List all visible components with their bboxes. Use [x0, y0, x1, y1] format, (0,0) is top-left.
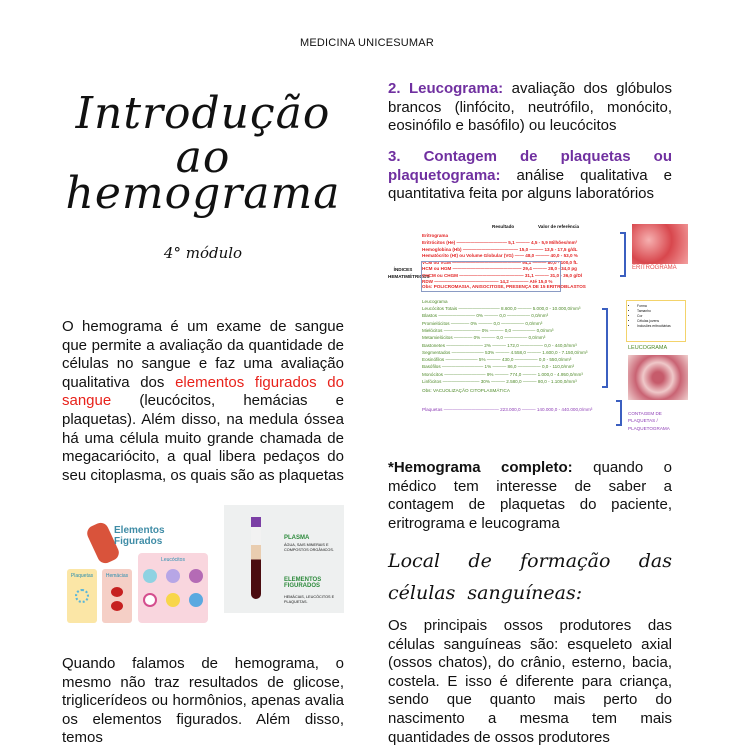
eritrograma-label: ERITROGRAMA [632, 265, 677, 271]
side-label: ÍNDICES HEMATIMÉTRICOS [388, 267, 430, 280]
eritro-row: HCM ou HGM ——————————————— 29,4 ——— 28,0 - 34,0 pg [422, 266, 577, 271]
leuco-row: Monócitos ————————— 9% ——— 774,0 ——— 1.000,0 - 4.950,0/mm³ [422, 371, 583, 377]
hemacias-box [102, 569, 132, 623]
leuco-row: Leucócitos Totais ————————— 8.600,0 ——— 5.000,0 - 10.000,0/mm³ [422, 306, 581, 311]
leuco-row: Basófilos ————————— 1% ——— 86,0 ————— 0,0 - 110,0/mm³ [422, 364, 575, 370]
elementos-figurados-figure [62, 515, 212, 623]
page-title-line1: Introdução ao [75, 88, 331, 183]
eritro-row: Hematócrito (Ht) ou Volume Globular (VG) —— 48,0 ——— 40,0 - 53,0 % [422, 253, 578, 258]
col-ref: Valor de referência [538, 224, 580, 229]
intro-highlight: elementos figurados do sangue [62, 373, 344, 410]
page-header: MEDICINA UNICESUMAR [300, 37, 434, 49]
hemograma-label: *Hemograma completo: [388, 459, 573, 476]
eritro-row: Eritrócitos (He) ——————————— 5,1 ——— 4,5 - 5,9 Milhões/mm³ [422, 240, 578, 245]
leuco-row: Linfócitos ———————— 30% ——— 2.580,0 ——— 80,0 - 1.100,0/mm³ [422, 379, 577, 384]
note-box [626, 300, 686, 342]
eritro-row: CHCM ou CHGM —————————————— 31,1 ——— 31,0 - 36,0 g/Dl [422, 272, 583, 278]
leucograma-label: LEUCOGRAMA [628, 345, 668, 351]
eritro-row: Hemoglobina (Hb) ———————————— 15,0 ——— 13,5 - 17,5 g/dL [422, 246, 578, 252]
intro-text: O hemograma é um exame de sangue que permite a avaliação da quantidade de células no sangue e faz uma avaliação qualitativa dos [62, 318, 344, 391]
eritro-brace [620, 232, 626, 277]
leucocitos-box [138, 553, 208, 623]
bottom-left-paragraph: Quando falamos de hemograma, o mesmo não traz resultados de glicose, triglicerídeos ou hormônios, apenas avalia os elementos figurados. Além disso, temos [62, 655, 344, 747]
leuco-row: Mielócitos ———————— 0% ——— 0,0 ————— 0,0/mm³ [422, 327, 554, 333]
leuco-row: Promielócitos ———— 0% ——— 0,0 ————— 0,0/mm³ [422, 320, 543, 326]
hemogram-table-image [388, 220, 688, 432]
module-subtitle: 4° módulo [163, 244, 243, 262]
plaquetas-row: Plaquetas ———————————— 223.000,0 ——— 140.000,0 - 440.000,0/mm³ [422, 407, 593, 412]
plasma-label: PLASMA [284, 535, 310, 541]
elements-desc: HEMÁCIAS, LEUCÓCITOS E PLAQUETAS. [284, 595, 335, 604]
platelets-box [67, 569, 97, 623]
hemograma-completo-paragraph [388, 459, 672, 533]
intro-text-end: (leucócitos, hemácias e plaquetas). Além disso, na medula óssea há uma célula muito grande chamada de megacariócito, a qual libera pedaços do seu citoplasma, os quais são as plaquetas [62, 392, 344, 484]
item-plaquetas [388, 148, 672, 204]
note-item: • Tamanho [637, 309, 685, 314]
plasma-desc: ÁGUA, SAIS MINERAIS E COMPOSTOS ORGÂNICOS. [284, 543, 334, 552]
hemacias-label: Hemácias [105, 573, 129, 579]
figure-title: Elementos Figurados [114, 525, 165, 547]
eritro-title: Eritrograma [422, 233, 449, 238]
platelets-label: Plaquetas [70, 573, 94, 579]
item2-text: avaliação dos glóbulos brancos (linfócito, neutrófilo, monócito, eosinófilo e basófilo) ou leucócitos [388, 80, 672, 135]
test-tube-icon [251, 517, 261, 599]
leuco-row: Eosinófilos ——————— 5% ——— 430,0 ————— 0,0 - 550,0/mm³ [422, 357, 572, 363]
intro-paragraph [62, 318, 344, 485]
plaq-brace [616, 400, 622, 426]
note-item: • Cor [637, 314, 685, 319]
eritro-row: VCM ou VGM ——————————————— 94,1 ——— 80,0 - 100,0 fL [422, 259, 578, 265]
eritro-obs: Obs: POLICROMASIA, ANISOCITOSE, PRESENÇA DE 15 ERITROBLASTOS [422, 284, 586, 289]
note-item: • Forma [637, 304, 685, 309]
leuco-row: Metamielócitos ———— 0% ——— 0,0 ————— 0,0/mm³ [422, 335, 546, 341]
bottom-right-paragraph: Os principais ossos produtores das células sanguíneas são: esqueleto axial (ossos chatos), do crânio, esterno, bacia, costela. E isso é diferente para criança, sendo que quanto mais perto do nascimento a mesma tem mais quantidades de ossos produtores [388, 617, 672, 746]
item3-text: análise qualitativa e quantitativa feita por alguns laboratórios [388, 166, 672, 203]
page-title-line2: hemograma [65, 168, 341, 219]
col-result: Resultado [492, 224, 515, 229]
leuco-title: Leucograma [422, 299, 448, 304]
note-item: • Inclusões eritrocitárias [637, 324, 685, 329]
section-title: Local de formação das células sanguíneas: [388, 550, 672, 604]
hemograma-text: quando o médico tem interesse de saber a contagem de plaquetas do paciente, eritrograma e leucograma [388, 459, 672, 532]
item3-label: 3. Contagem de plaquetas ou plaquetograma: [388, 148, 672, 184]
leuco-row: Bastonetes ———————— 2% ——— 172,0 ————— 0,0 - 440,0/mm³ [422, 342, 577, 348]
leuco-obs: Obs: VACUOLIZAÇÃO CITOPLASMÁTICA [422, 388, 510, 393]
leucocitos-label: Leucócitos [161, 557, 185, 563]
elements-label: ELEMENTOS FIGURADOS [284, 577, 322, 589]
plaq-label: CONTAGEM DE PLAQUETAS / PLAQUETOGRAMA [628, 411, 670, 431]
item-leucograma [388, 80, 672, 136]
blood-tube-figure [224, 505, 344, 613]
item2-label: 2. Leucograma: [388, 80, 504, 97]
eritro-row: RDW —————————————— 14,2 ———— Até 15,0 % [422, 279, 553, 284]
red-cells-photo [632, 224, 688, 264]
leuco-row: Blastos ———————— 0% ——— 0,0 ————— 0,0/mm³ [422, 313, 549, 319]
leuco-row: Segmentados ——————— 53% ——— 4.558,0 ——— 1.600,0 - 7.150,0/mm³ [422, 349, 588, 355]
note-item: • Células jovens [637, 319, 685, 324]
leuco-photo [628, 355, 688, 400]
leuco-brace [602, 308, 608, 388]
